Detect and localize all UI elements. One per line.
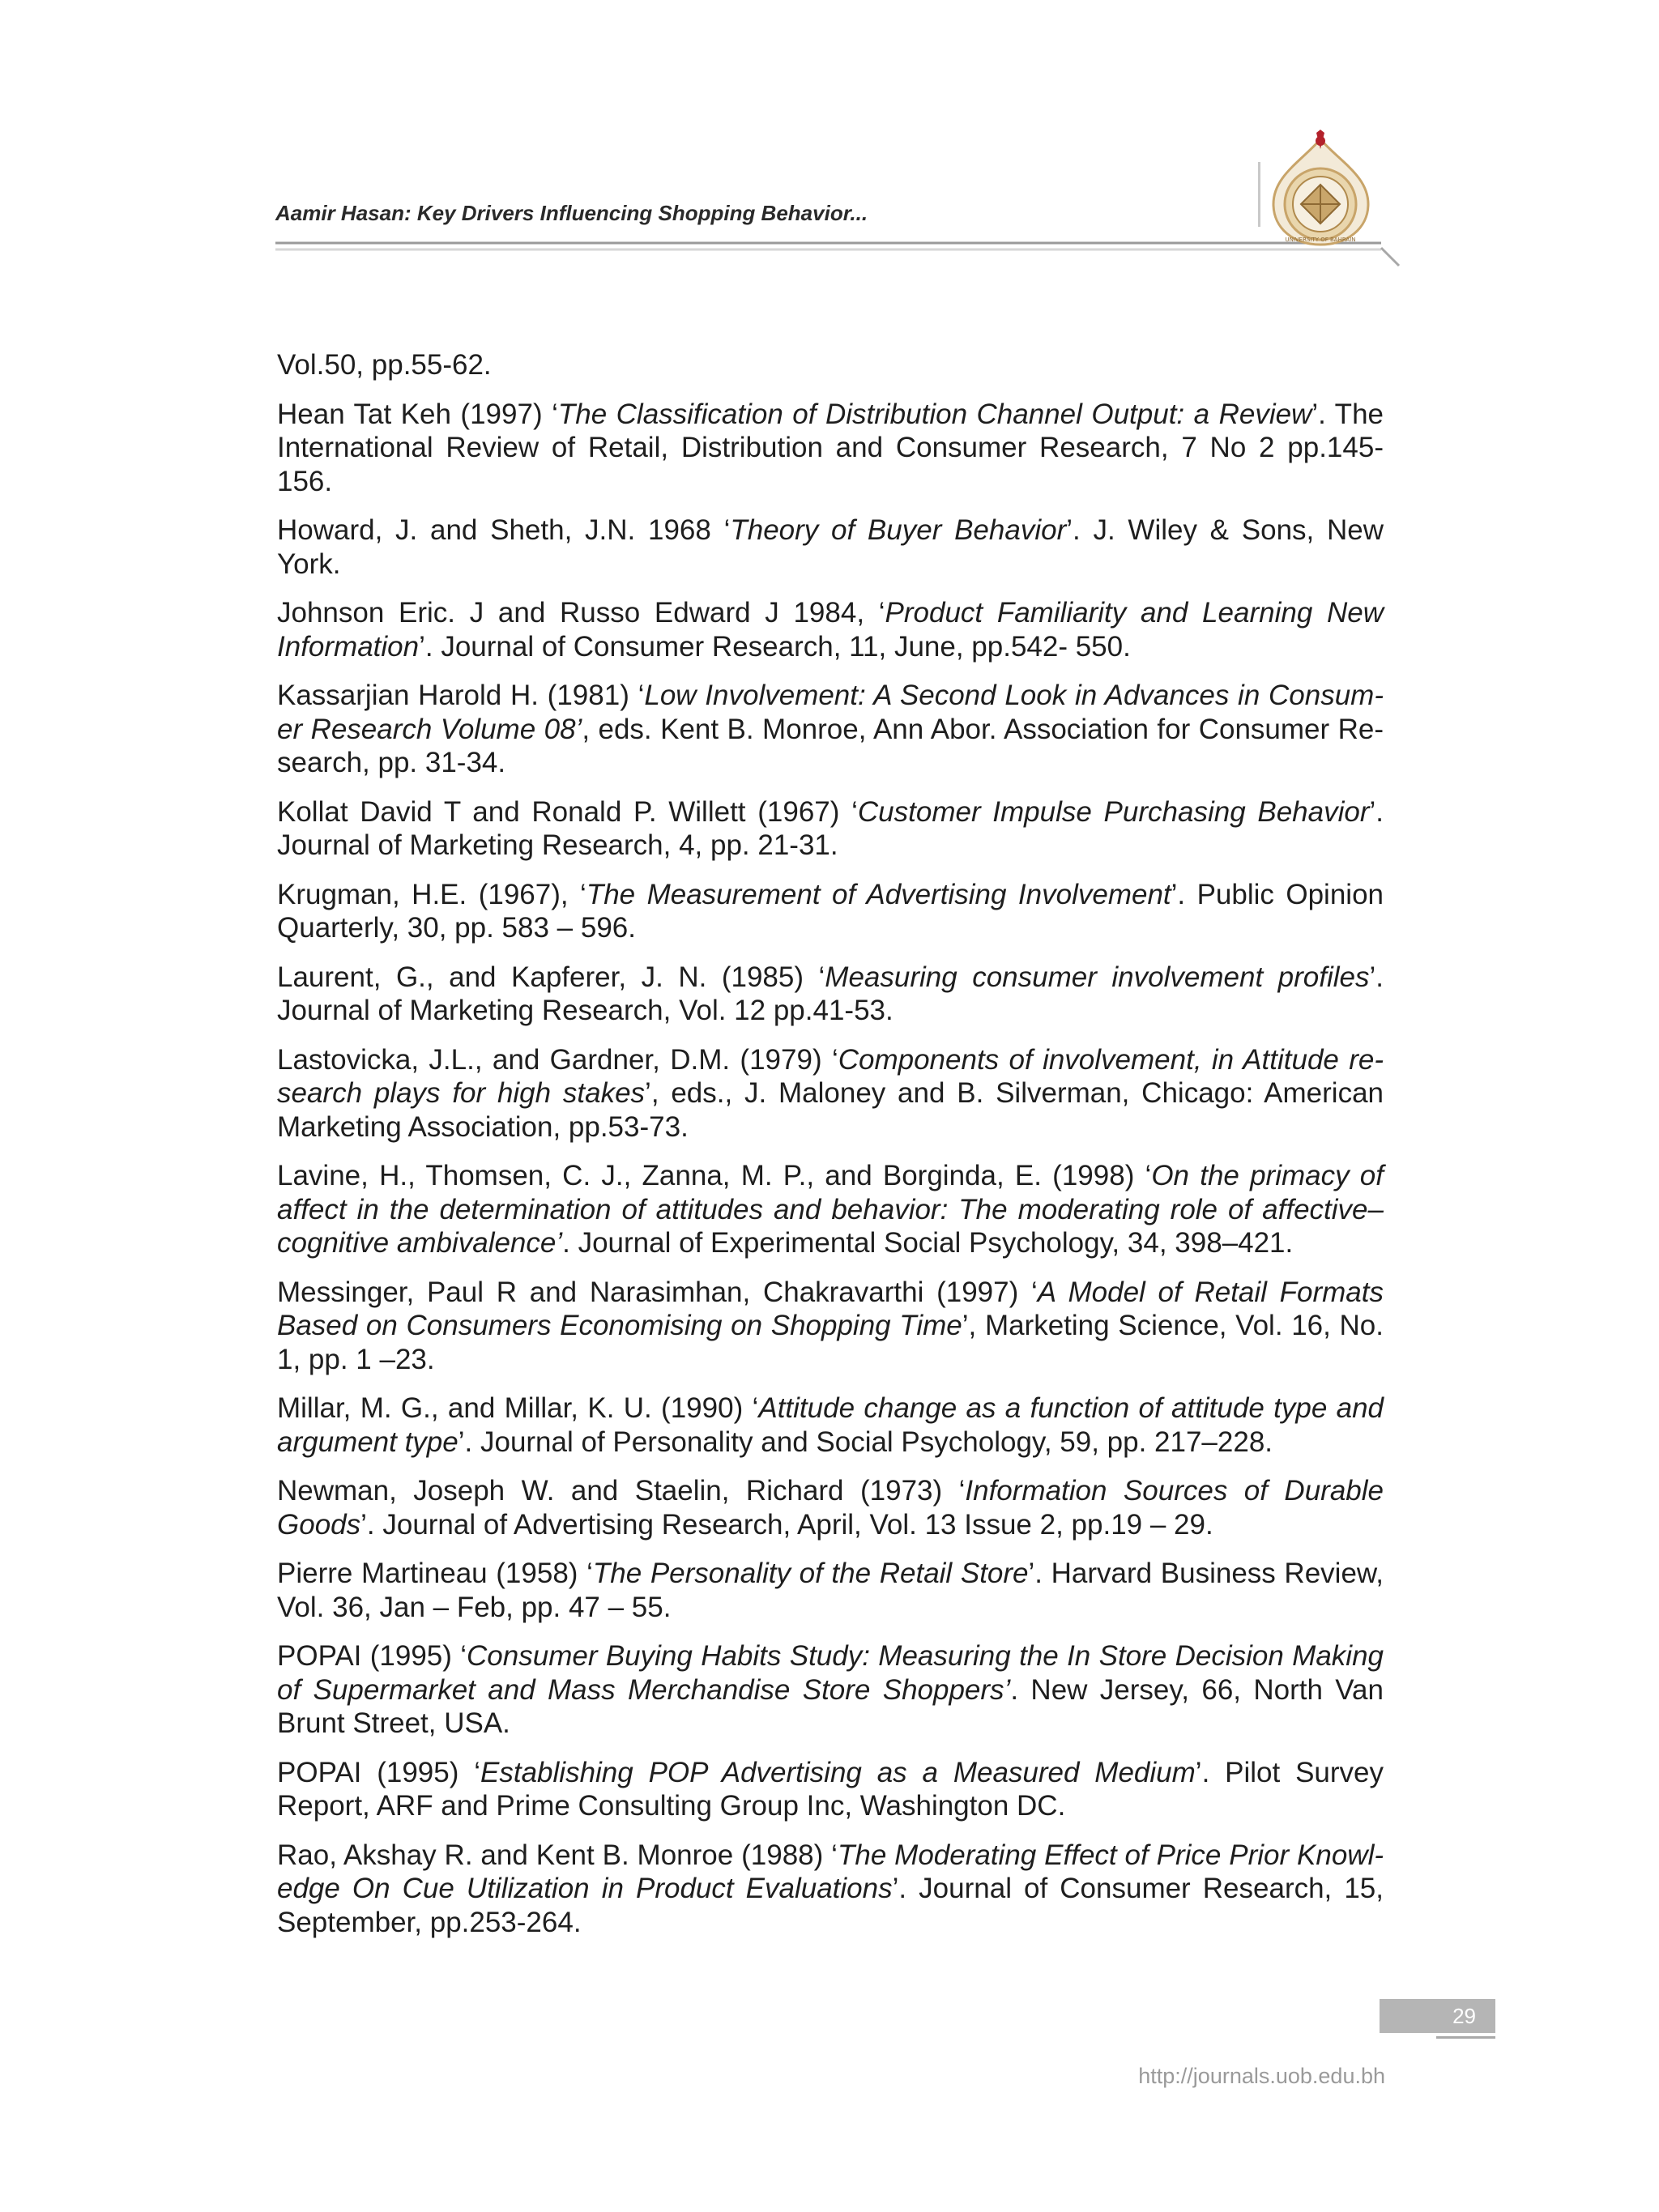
reference-entry: Lavine, H., Thomsen, C. J., Zanna, M. P., and Borginda, E. (1998) ‘On the primacy of affect in the determination of attitudes and behavior: The moderating role of affective–cognitive ambivalence’. Journal of Experimental Social Psychology, 34, 398–421.: [277, 1160, 1384, 1259]
page-number: 29: [1380, 1999, 1495, 2033]
reference-entry: Howard, J. and Sheth, J.N. 1968 ‘Theory of Buyer Behavior’. J. Wiley & Sons, New York.: [277, 514, 1384, 580]
header-rule: [0, 0, 1659, 292]
reference-entry: Vol.50, pp.55-62.: [277, 349, 492, 381]
reference-entry: Lastovicka, J.L., and Gardner, D.M. (1979) ‘Components of involvement, in Attitude research plays for high stakes’, eds., J. Maloney and B. Silverman, Chicago: American Marketing Association, pp.53-73.: [277, 1043, 1384, 1143]
header-divider: [1258, 162, 1260, 227]
reference-entry: Laurent, G., and Kapferer, J. N. (1985) ‘Measuring consumer involvement profiles’. Journal of Marketing Research, Vol. 12 pp.41-53.: [277, 961, 1384, 1026]
reference-entry: Kassarjian Harold H. (1981) ‘Low Involvement: A Second Look in Advances in Consumer Research Volume 08’, eds. Kent B. Monroe, Ann Abor. Association for Consumer Research, pp. 31-34.: [277, 680, 1384, 778]
university-seal-logo: [1266, 130, 1375, 247]
reference-entry: POPAI (1995) ‘Consumer Buying Habits Study: Measuring the In Store Decision Making of Supermarket and Mass Merchandise Store Shoppers’. New Jersey, 66, North Van Brunt Street, USA.: [277, 1640, 1384, 1739]
reference-entry: Hean Tat Keh (1997) ‘The Classification of Distribution Channel Output: a Review’. The International Review of Retail, Distribution and Consumer Research, 7 No 2 pp.145-156.: [277, 398, 1384, 497]
running-head-title: Aamir Hasan: Key Drivers Influencing Shopping Behavior...: [275, 201, 868, 225]
reference-entry: Newman, Joseph W. and Staelin, Richard (1973) ‘Information Sources of Durable Goods’. Journal of Advertising Research, April, Vol. 13 Issue 2, pp.19 – 29.: [277, 1475, 1384, 1541]
reference-entry: Johnson Eric. J and Russo Edward J 1984, ‘Product Familiarity and Learning New Information’. Journal of Consumer Research, 11, June, pp.542- 550.: [277, 597, 1384, 663]
reference-entry: Rao, Akshay R. and Kent B. Monroe (1988) ‘The Moderating Effect of Price Prior Knowledge On Cue Utilization in Product Evaluations’. Journal of Consumer Research, 15, September, pp.253-264.: [277, 1839, 1384, 1938]
seal-text: UNIVERSITY OF BAHRAIN: [1285, 237, 1356, 243]
reference-entry: Krugman, H.E. (1967), ‘The Measurement of Advertising Involvement’. Public Opinion Quarterly, 30, pp. 583 – 596.: [277, 878, 1384, 944]
page-number-underline: [1436, 2036, 1495, 2039]
reference-entry: Pierre Martineau (1958) ‘The Personality of the Retail Store’. Harvard Business Review, Vol. 36, Jan – Feb, pp. 47 – 55.: [277, 1558, 1384, 1623]
reference-entry: POPAI (1995) ‘Establishing POP Advertising as a Measured Medium’. Pilot Survey Report, ARF and Prime Consulting Group Inc, Washington DC.: [277, 1756, 1384, 1822]
reference-list: [277, 348, 1384, 1954]
reference-entry: Messinger, Paul R and Narasimhan, Chakravarthi (1997) ‘A Model of Retail Formats Based on Consumers Economising on Shopping Time’, Marketing Science, Vol. 16, No. 1, pp. 1 –23.: [277, 1276, 1384, 1375]
reference-entry: Kollat David T and Ronald P. Willett (1967) ‘Customer Impulse Purchasing Behavior’. Journal of Marketing Research, 4, pp. 21-31.: [277, 795, 1384, 861]
journal-url: http://journals.uob.edu.bh: [1138, 2064, 1385, 2088]
reference-entry: Millar, M. G., and Millar, K. U. (1990) ‘Attitude change as a function of attitude type and argument type’. Journal of Personality and Social Psychology, 59, pp. 217–228.: [277, 1392, 1384, 1458]
